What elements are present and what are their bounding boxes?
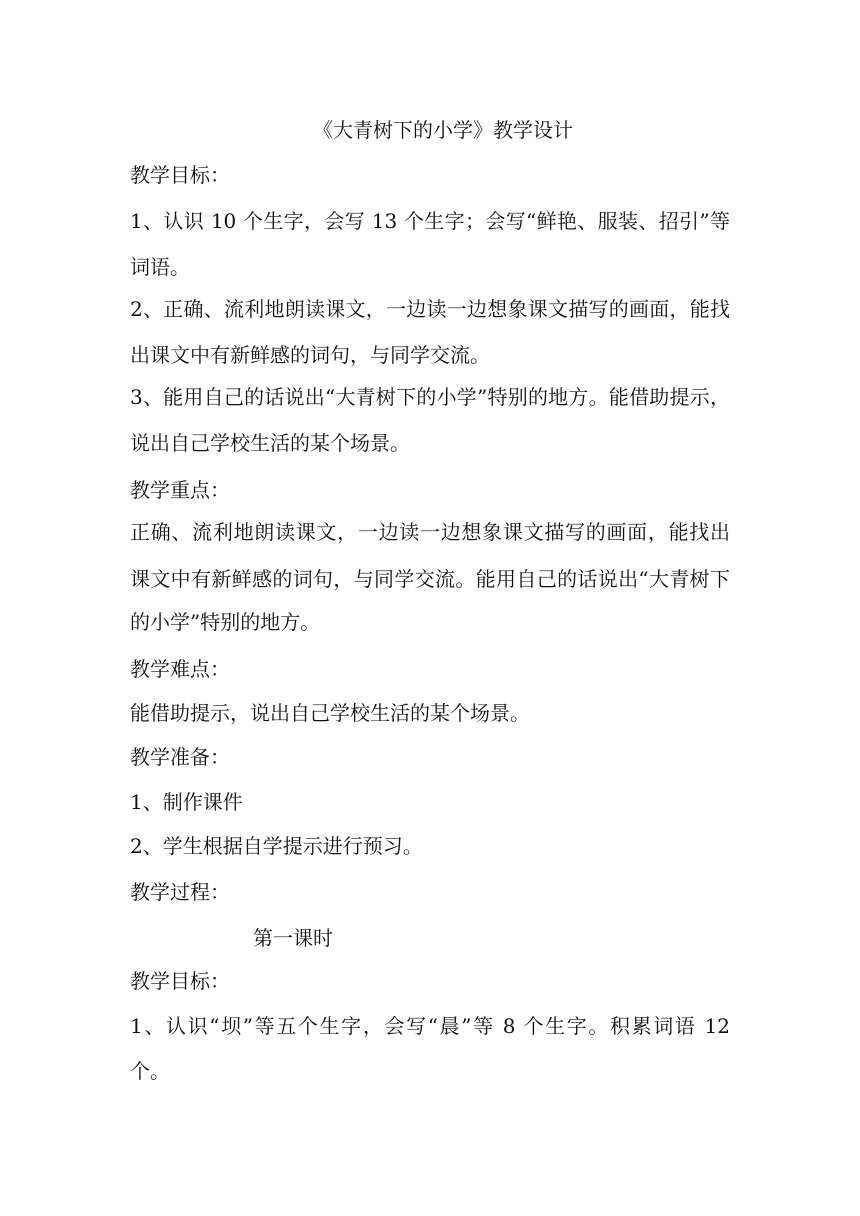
text-line: 1、认识“坝”等五个生字，会写“晨”等 8 个生字。积累词语 12 [130,1014,730,1038]
text-line: 2、正确、流利地朗读课文，一边读一边想象课文描写的画面，能找 [130,297,730,321]
section-heading: 教学准备： [130,745,230,769]
section-heading: 教学目标： [130,969,230,993]
lesson-heading: 第一课时 [253,926,333,950]
text-line: 的小学”特别的地方。 [130,610,321,634]
section-heading: 教学过程： [130,880,230,904]
document-title: 《大青树下的小学》教学设计 [313,118,573,142]
text-line: 教学目标： [130,163,230,187]
section-heading: 教学难点： [130,657,230,681]
text-line: 说出自己学校生活的某个场景。 [130,431,410,455]
section-heading: 教学重点： [130,478,230,502]
text-line: 1、制作课件 [130,790,243,814]
text-line: 出课文中有新鲜感的词句，与同学交流。 [130,343,490,367]
text-line: 课文中有新鲜感的词句，与同学交流。能用自己的话说出“大青树下 [130,567,730,591]
text-line: 能借助提示，说出自己学校生活的某个场景。 [130,701,530,725]
text-line: 个。 [130,1059,170,1083]
text-line: 1、认识 10 个生字，会写 13 个生字；会写“鲜艳、服装、招引”等 [130,209,730,233]
text-line: 正确、流利地朗读课文，一边读一边想象课文描写的画面，能找出 [130,520,730,544]
text-line: 词语。 [130,255,190,279]
text-line: 2、学生根据自学提示进行预习。 [130,834,423,858]
text-line: 3、能用自己的话说出“大青树下的小学”特别的地方。能借助提示， [130,385,730,409]
